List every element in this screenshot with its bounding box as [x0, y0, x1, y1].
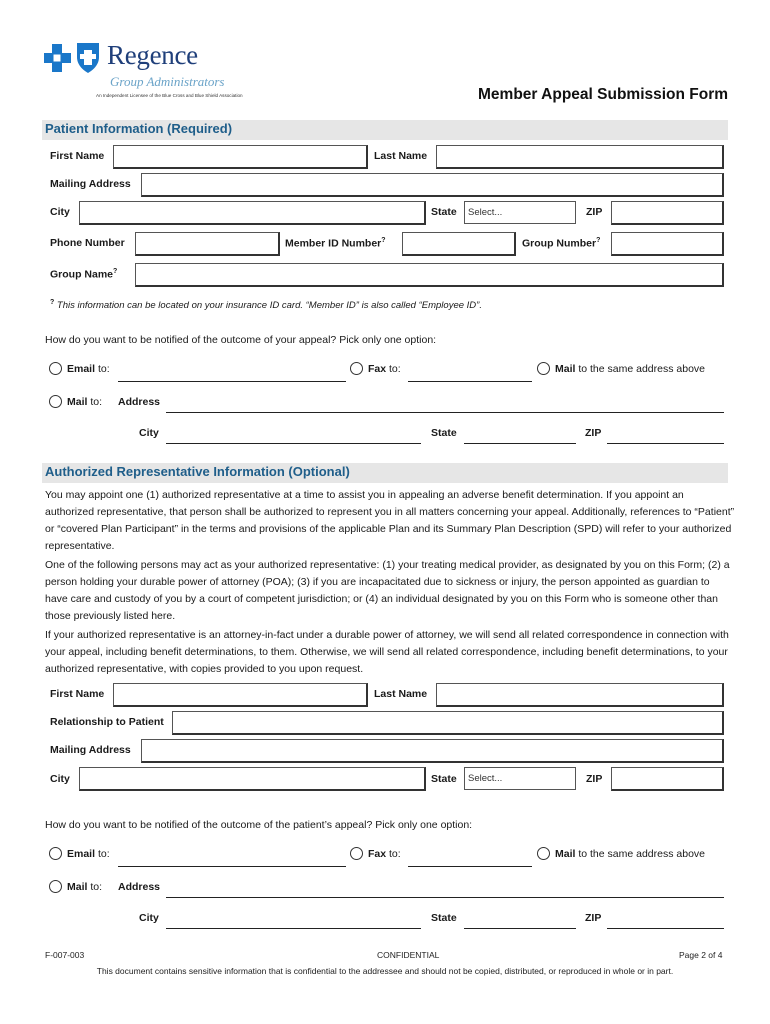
rep-notify-question: How do you want to be notified of the outcome of the patient’s appeal? Pick only one option:: [45, 819, 473, 831]
rep-section-header: [42, 463, 728, 483]
page-number: Page 2 of 4: [679, 950, 723, 960]
notify-question: How do you want to be notified of the outcome of your appeal? Pick only one option:: [45, 334, 437, 346]
rep-zip-label: ZIP: [586, 773, 603, 785]
member-id-label: Member ID Number?: [285, 237, 386, 250]
mail-to-option-label: Mail to:: [67, 396, 103, 408]
city-label: City: [50, 206, 70, 218]
rep-paragraph-1: You may appoint one (1) authorized representative at a time to assist you in appealing an adverse benefit determination. If you appoint an authorized representative, that person shall be authorized to represent you in all matters concerning your appeal. Additionally, references to “Patient” or “covered Plan Participant” in the terms and provisions of the applicable Plan and its Summary Plan Description (SPD) will refer to your authorized representative.: [45, 489, 735, 552]
rep-mail-to-radio[interactable]: [49, 880, 62, 893]
rep-mail-zip-line[interactable]: [607, 928, 724, 929]
last-name-field[interactable]: [436, 145, 724, 169]
rep-fax-option-label: Fax to:: [368, 848, 401, 860]
mail-zip-label: ZIP: [585, 427, 602, 439]
mail-city-label: City: [139, 427, 159, 439]
rep-mail-same-radio[interactable]: [537, 847, 550, 860]
brand-name: Regence: [107, 40, 198, 70]
city-field[interactable]: [79, 201, 426, 225]
mail-same-radio[interactable]: [537, 362, 550, 375]
blue-cross-shield-icon: [44, 40, 104, 74]
zip-label: ZIP: [586, 206, 603, 218]
rep-mail-zip-label: ZIP: [585, 912, 602, 924]
rep-mail-address-line[interactable]: [166, 897, 724, 898]
rep-zip-field[interactable]: [611, 767, 724, 791]
group-name-label: Group Name?: [50, 268, 118, 281]
mail-to-radio[interactable]: [49, 395, 62, 408]
fax-radio[interactable]: [350, 362, 363, 375]
patient-section-title: Patient Information (Required): [45, 121, 233, 136]
rep-state-label: State: [431, 773, 457, 785]
mail-address-label: Address: [118, 396, 161, 408]
fax-option-label: Fax to:: [368, 363, 401, 375]
fax-line[interactable]: [408, 381, 532, 382]
zip-field[interactable]: [611, 201, 724, 225]
rep-mail-address-label: Address: [118, 881, 161, 893]
rep-fax-radio[interactable]: [350, 847, 363, 860]
rep-mail-city-line[interactable]: [166, 928, 421, 929]
form-title: Member Appeal Submission Form: [478, 86, 729, 103]
member-id-field[interactable]: [402, 232, 516, 256]
rep-mail-state-line[interactable]: [464, 928, 576, 929]
email-line[interactable]: [118, 381, 346, 382]
brand-tagline: An Independent Licensee of the Blue Cross and Blue Shield Association: [96, 93, 243, 98]
group-name-field[interactable]: [135, 263, 724, 287]
rep-paragraph-3: If your authorized representative is an attorney-in-fact under a durable power of attorney, we will send all related correspondence in connection with your appeal, including benefit determinations, to them. Otherwise, we will send all related correspondence, including benefit determinations, to your authorized representative, with copies provided to you upon request.: [45, 629, 729, 675]
confidentiality-disclaimer: This document contains sensitive information that is confidential to the addressee and should not be copied, distributed, or reproduced in whole or in part.: [96, 966, 674, 976]
rep-email-option-label: Email to:: [67, 848, 110, 860]
mail-same-option-label: Mail to the same address above: [555, 363, 706, 375]
email-radio[interactable]: [49, 362, 62, 375]
first-name-field[interactable]: [113, 145, 368, 169]
rep-section-title: Authorized Representative Information (Optional): [45, 464, 350, 479]
form-code: F-007-003: [45, 950, 85, 960]
rep-email-radio[interactable]: [49, 847, 62, 860]
rep-first-name-label: First Name: [50, 688, 105, 700]
rep-mail-same-option-label: Mail to the same address above: [555, 848, 706, 860]
relationship-field[interactable]: [172, 711, 724, 735]
relationship-label: Relationship to Patient: [50, 716, 164, 728]
mailing-address-label: Mailing Address: [50, 178, 131, 190]
rep-first-name-field[interactable]: [113, 683, 368, 707]
confidential-label: CONFIDENTIAL: [377, 950, 440, 960]
rep-state-select[interactable]: Select...: [464, 767, 576, 790]
rep-paragraph-2: One of the following persons may act as your authorized representative: (1) your treating medical provider, as designated by you on this Form; (2) a person holding your durable power of attorney (POA); (3) if you are incapacitated due to sickness or injury, the person appointed as guardian to have care and custody of you by a court of competent jurisdiction; or (4) an individual designated by you on this Form who is someone other than those previously listed here.: [45, 559, 730, 622]
email-option-label: Email to:: [67, 363, 110, 375]
rep-last-name-label: Last Name: [374, 688, 428, 700]
rep-last-name-field[interactable]: [436, 683, 724, 707]
phone-label: Phone Number: [50, 237, 125, 249]
brand-subname: Group Administrators: [110, 74, 225, 89]
rep-mailing-address-label: Mailing Address: [50, 744, 131, 756]
rep-email-line[interactable]: [118, 866, 346, 867]
mailing-address-field[interactable]: [141, 173, 724, 197]
mail-state-line[interactable]: [464, 443, 576, 444]
rep-mail-to-option-label: Mail to:: [67, 881, 103, 893]
group-number-field[interactable]: [611, 232, 724, 256]
group-number-label: Group Number?: [522, 237, 601, 250]
mail-address-line[interactable]: [166, 412, 724, 413]
state-select[interactable]: Select...: [464, 201, 576, 224]
rep-city-field[interactable]: [79, 767, 426, 791]
rep-city-label: City: [50, 773, 70, 785]
first-name-label: First Name: [50, 150, 105, 162]
logo: [44, 40, 104, 74]
state-label: State: [431, 206, 457, 218]
phone-field[interactable]: [135, 232, 280, 256]
rep-mail-state-label: State: [431, 912, 457, 924]
rep-mail-city-label: City: [139, 912, 159, 924]
mail-city-line[interactable]: [166, 443, 421, 444]
id-card-footnote: ? This information can be located on your insurance ID card. “Member ID” is also called “Employee ID”.: [50, 299, 482, 312]
rep-fax-line[interactable]: [408, 866, 532, 867]
mail-zip-line[interactable]: [607, 443, 724, 444]
rep-mailing-address-field[interactable]: [141, 739, 724, 763]
mail-state-label: State: [431, 427, 457, 439]
last-name-label: Last Name: [374, 150, 428, 162]
patient-section-header: [42, 120, 728, 140]
